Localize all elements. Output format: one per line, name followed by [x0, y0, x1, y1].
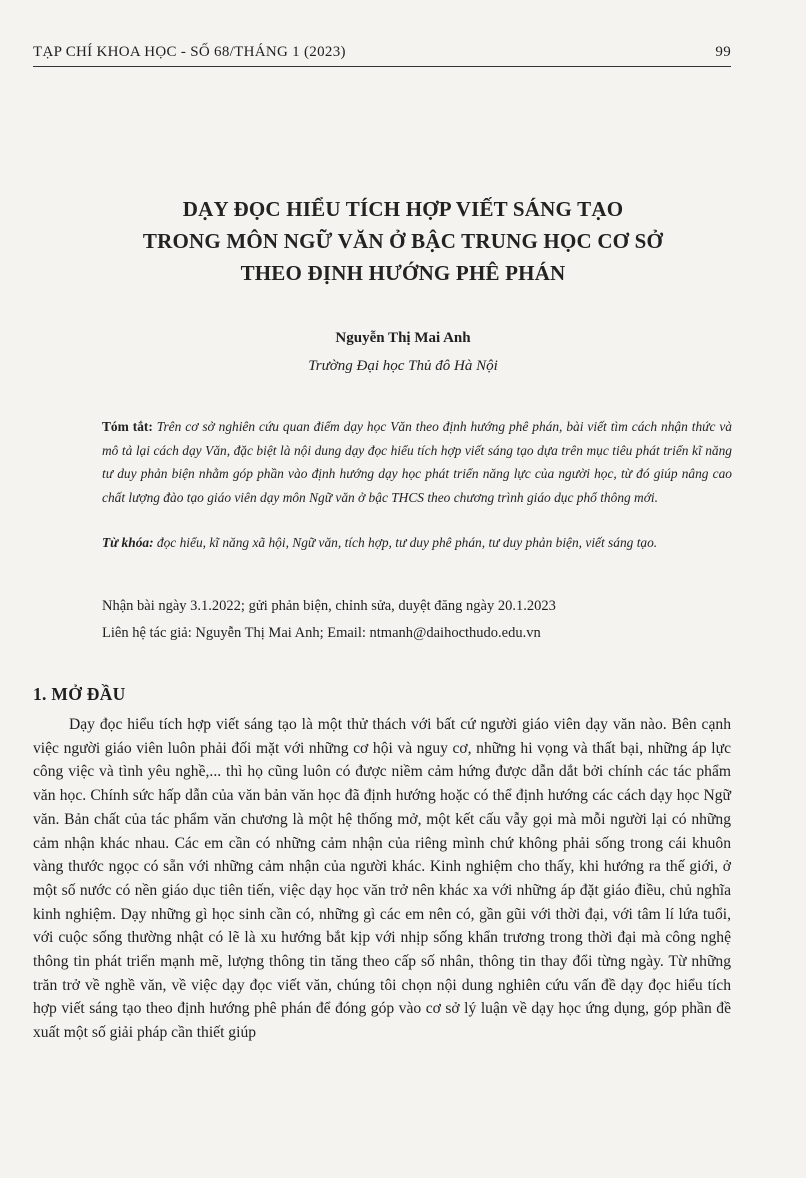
journal-name: TẠP CHÍ KHOA HỌC - SỐ 68/THÁNG 1 (2023)	[33, 44, 346, 60]
author-affiliation: Trường Đại học Thủ đô Hà Nội	[308, 358, 498, 374]
keywords-text: đọc hiểu, kĩ năng xã hội, Ngữ văn, tích hợp, tư duy phê phán, tư duy phản biện, viết sáng tạo.	[156, 535, 658, 550]
author-name: Nguyễn Thị Mai Anh	[335, 330, 471, 346]
author-contact: Liên hệ tác giả: Nguyễn Thị Mai Anh; Email: ntmanh@daihocthudo.edu.vn	[102, 625, 541, 641]
title-line: TRONG MÔN NGỮ VĂN Ở BẬC TRUNG HỌC CƠ SỞ	[142, 229, 664, 253]
header-rule	[33, 66, 731, 67]
title-line: THEO ĐỊNH HƯỚNG PHÊ PHÁN	[240, 261, 566, 285]
keywords	[102, 531, 732, 555]
abstract	[102, 415, 732, 509]
received-dates: Nhận bài ngày 3.1.2022; gửi phản biện, chỉnh sửa, duyệt đăng ngày 20.1.2023	[102, 598, 556, 614]
abstract-text: Trên cơ sở nghiên cứu quan điểm dạy học Văn theo định hướng phê phán, bài viết tìm cách nhận thức và mô tả lại cách dạy Văn, đặc biệt là nội dung dạy đọc hiểu tích hợp viết sáng tạo dựa trên mục tiêu phát triển kĩ năng tư duy phản biện nhằm góp phần vào định hướng dạy học phát triển năng lực của người học, từ đó giúp nâng cao chất lượng đào tạo giáo viên dạy môn Ngữ văn ở bậc THCS theo chương trình giáo dục phổ thông mới.	[102, 419, 732, 505]
section-heading: 1. MỞ ĐẦU	[33, 684, 126, 704]
article-title	[60, 193, 746, 289]
title-line: DẠY ĐỌC HIỂU TÍCH HỢP VIẾT SÁNG TẠO	[182, 197, 624, 221]
abstract-label: Tóm tắt:	[102, 419, 153, 434]
body-paragraph: Dạy đọc hiểu tích hợp viết sáng tạo là một thử thách với bất cứ người giáo viên dạy văn nào. Bên cạnh việc người giáo viên luôn phải đối mặt với những cơ hội và nguy cơ, những hi vọng và thất bại, những áp lực công việc và tình yêu nghề,... thì họ cũng luôn có được niềm cảm hứng được dẫn dắt bởi chính các tác phẩm văn học. Chính sức hấp dẫn của văn bản văn học đã định hướng hoặc có thể định hướng các cách dạy học Ngữ văn. Bản chất của tác phẩm văn chương là một hệ thống mở, một kết cấu vẫy gọi mà mỗi người lại có những cảm nhận khác nhau. Các em cần có những cảm nhận của riêng mình chứ không phải sống trong cái khuôn vàng thước ngọc có sẵn với những cảm nhận của người khác. Kinh nghiệm cho thấy, khi hướng ra thế giới, ở một số nước có nền giáo dục tiên tiến, việc dạy học văn trở nên khác xa với những áp đặt giáo điều, chủ nghĩa kinh nghiệm. Dạy những gì học sinh cần có, những gì các em nên có, gần gũi với thời đại, với tâm lí lứa tuổi, với cuộc sống thường nhật có lẽ là xu hướng bắt kịp với nhịp sống khẩn trương trong thời đại mà công nghệ thông tin phát triển mạnh mẽ, lượng thông tin tăng theo cấp số nhân, thông tin thay đổi từng ngày. Từ những trăn trở về nghề văn, về việc dạy đọc viết văn, chúng tôi chọn nội dung nghiên cứu vấn đề dạy đọc hiểu tích hợp viết sáng tạo theo định hướng phê phán để đóng góp vào cơ sở lý luận về dạy học ứng dụng, góp phần đề xuất một số giải pháp cần thiết giúp	[33, 716, 731, 1042]
keywords-label: Từ khóa:	[102, 535, 154, 550]
page-number: 99	[715, 44, 731, 60]
